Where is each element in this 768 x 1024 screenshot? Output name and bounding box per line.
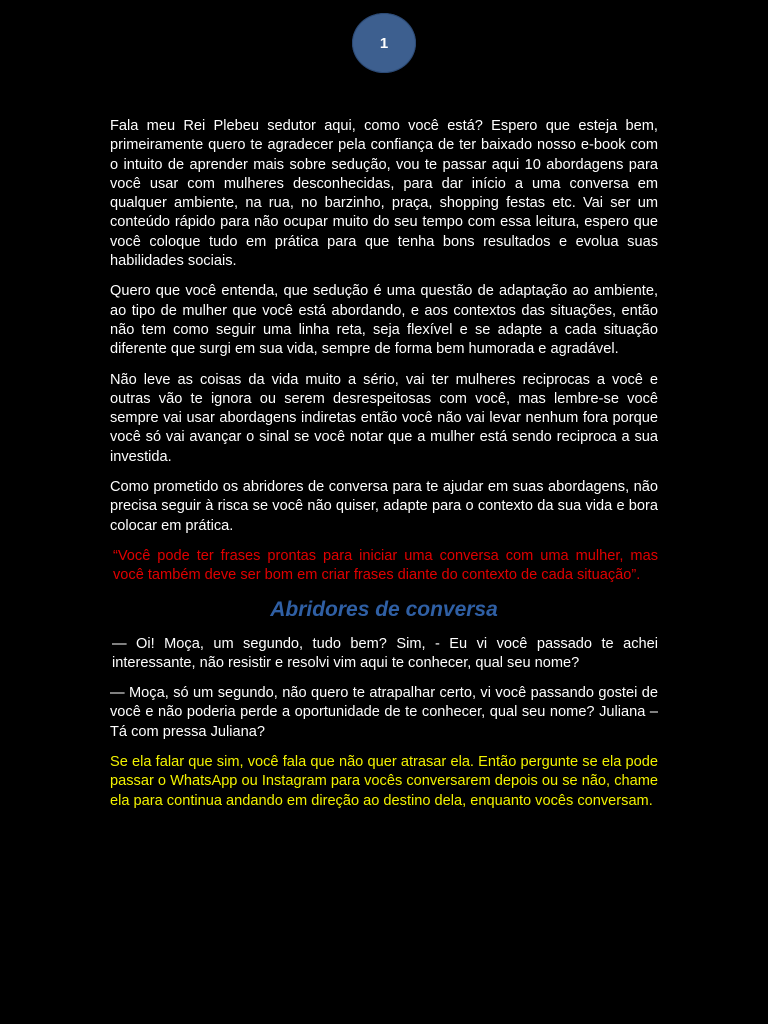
attitude-paragraph: Não leve as coisas da vida muito a sério, vai ter mulheres reciprocas a você e outras vão te ignora ou serem desrespeitosas com você, mas lembre-se você sempre vai usar abordagens indiretas então você não vai levar nenhum fora porque você só vai avançar o sinal se você notar que a mulher está sendo reciproca a sua investida. (110, 371, 658, 465)
promise-paragraph: Como prometido os abridores de conversa para te ajudar em suas abordagens, não precisa seguir à risca se você não quiser, adapte para o contexto da sua vida e bora colocar em prática. (110, 479, 658, 534)
page-number-badge (352, 13, 416, 73)
dialog-example-2: — Moça, só um segundo, não quero te atrapalhar certo, vi você passando gostei de você e não poderia perde a oportunidade de te conhecer, qual seu nome? Juliana – Tá com pressa Juliana? (110, 685, 658, 740)
highlighted-quote: “Você pode ter frases prontas para iniciar uma conversa com uma mulher, mas você também deve ser bom em criar frases diante do contexto de cada situação”. (113, 547, 658, 584)
adaptation-paragraph: Quero que você entenda, que sedução é uma questão de adaptação ao ambiente, ao tipo de mulher que você está abordando, e aos contextos das situações, então não tem como seguir uma linha reta, seja flexível e se adapte a cada situação diferente que surgi em sua vida, sempre de forma bem humorada e agradável. (110, 283, 658, 358)
follow-up-tip: Se ela falar que sim, você fala que não quer atrasar ela. Então pergunte se ela pode passar o WhatsApp ou Instagram para vocês conversarem depois ou se não, chame ela para continua andando em direção ao destino dela, enquanto vocês conversam. (110, 754, 658, 809)
page-number: 1 (379, 34, 389, 52)
intro-paragraph: Fala meu Rei Plebeu sedutor aqui, como você está? Espero que esteja bem, primeiramente quero te agradecer pela confiança de ter baixado nosso e-book com o intuito de aprender mais sobre sedução, vou te passar aqui 10 abordagens para você usar com mulheres desconhecidas, para dar início a uma conversa em qualquer ambiente, na rua, no barzinho, praça, shopping festas etc. Vai ser um conteúdo rápido para não ocupar muito do seu tempo com essa leitura, espero que você coloque tudo em prática para que tenha bons resultados e evolua suas habilidades sociais. (110, 118, 658, 270)
document-body (110, 117, 658, 822)
section-title: Abridores de conversa (270, 597, 498, 621)
dialog-example-1: — Oi! Moça, um segundo, tudo bem? Sim, - Eu vi você passado te achei interessante, não resistir e resolvi vim aqui te conhecer, qual seu nome? (112, 635, 658, 671)
